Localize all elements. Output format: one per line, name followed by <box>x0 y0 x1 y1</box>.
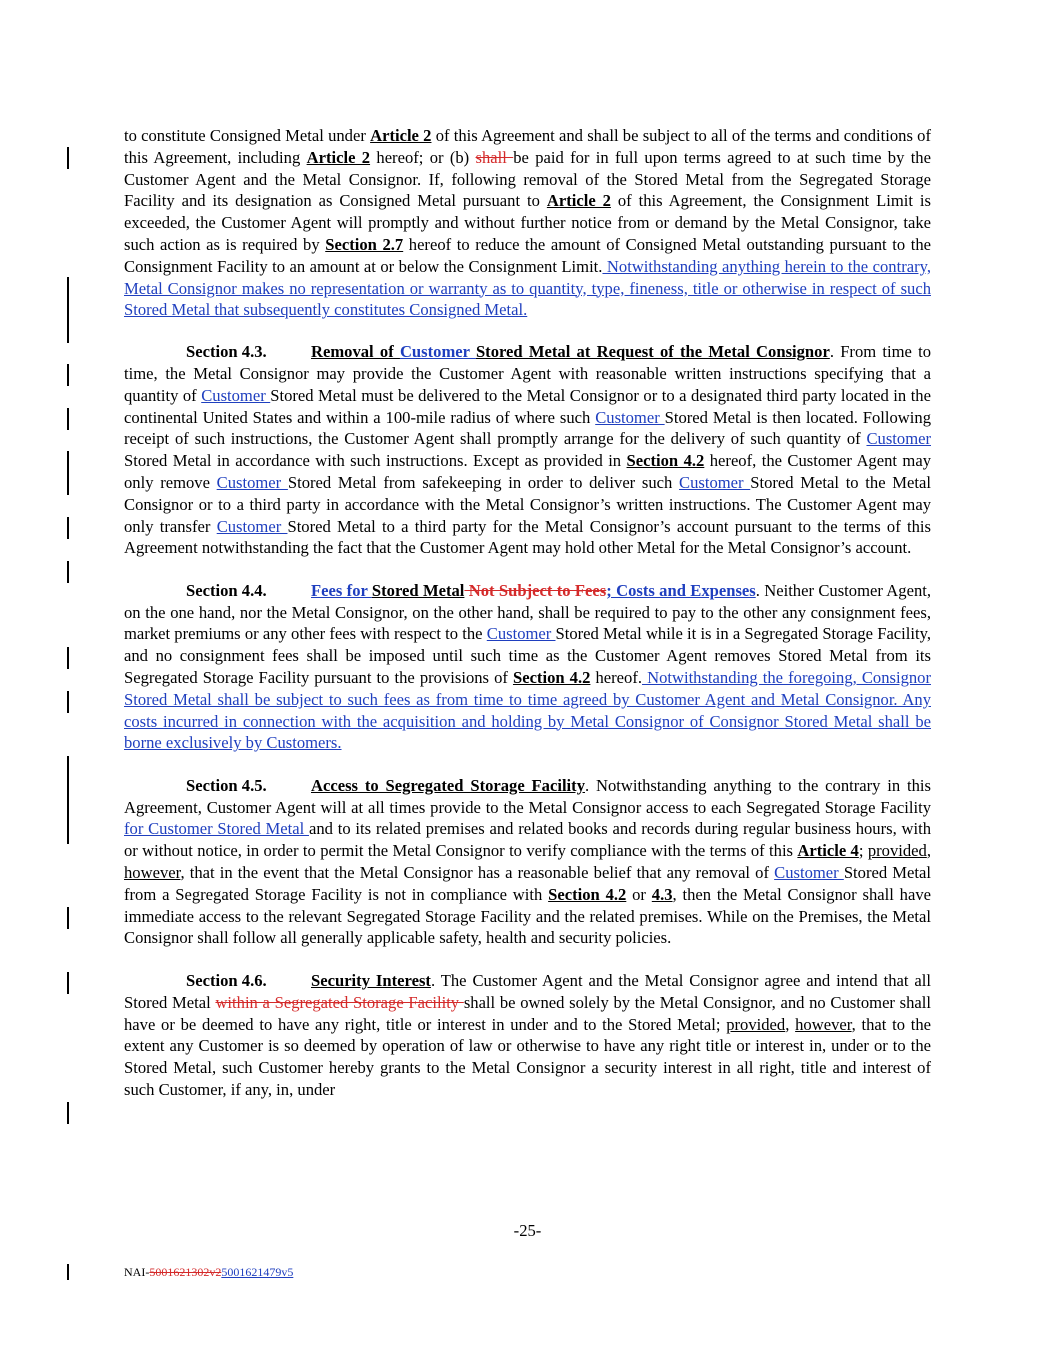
cross-reference: Article 2 <box>306 147 371 167</box>
change-bar <box>67 1264 69 1280</box>
document-body <box>124 125 931 1121</box>
inserted-text: Notwithstanding the foregoing, Consignor Stored Metal shall be subject to such fees as from time to time agreed by Customer Agent and Metal Consignor. Any costs incurred in connection with the acquisition and holding by Metal Consignor of Consignor Stored Metal shall be borne exclusively by Customers. <box>124 668 931 753</box>
cross-reference: Section 4.2 <box>626 451 705 471</box>
inserted-text: Customer <box>399 342 476 362</box>
section-4-6: Section 4.6. Security Interest. The Customer Agent and the Metal Consignor agree and intend that all Stored Metal within a Segregated Storage Facility shall be owned solely by the Metal Consignor, and no Customer shall have or be deemed to have any right, title or interest in under and to the Stored Metal; provided, however, that to the extent any Customer is so deemed by operation of law or otherwise to have any right title or interest in, under or to the Stored Metal, such Customer hereby grants to the Metal Consignor a security interest in all right, title and interest of such Customer, if any, in, under <box>124 970 932 1099</box>
inserted-text: Customer <box>486 624 556 644</box>
section-number: Section 4.4. <box>186 580 267 600</box>
change-bar <box>67 647 69 669</box>
change-bar <box>67 907 69 929</box>
inserted-text: Customer <box>216 516 288 536</box>
section-heading: Stored Metal <box>371 580 465 600</box>
section-heading: Removal of <box>311 342 400 362</box>
change-bar <box>67 451 69 495</box>
inserted-text: Customer <box>774 863 844 883</box>
cross-reference: Article 4 <box>797 841 859 861</box>
deleted-text: Not Subject to Fees <box>464 580 607 600</box>
document-id-footer <box>124 1265 293 1279</box>
section-heading: Security Interest <box>311 970 431 990</box>
deleted-text: shall <box>475 147 514 167</box>
inserted-doc-id: 5001621479v5 <box>221 1265 294 1279</box>
inserted-text: ; Costs and Expenses <box>606 580 756 600</box>
footer-prefix: NAI- <box>124 1265 150 1279</box>
cross-reference: 4.3 <box>651 884 673 904</box>
inserted-text: Customer <box>201 385 271 405</box>
paragraph-continuation: to constitute Consigned Metal under Article 2 of this Agreement and shall be subject to all of the terms and conditions of this Agreement, including Article 2 hereof; or (b) shall be paid for in full upon terms agreed to at such time by the Customer Agent and the Metal Consignor. If, following removal of the Stored Metal from the Segregated Storage Facility and its designation as Consigned Metal pursuant to Article 2 of this Agreement, the Consignment Limit is exceeded, the Customer Agent will promptly and without further notice from or demand by the Metal Consignor, take such action as is required by Section 2.7 hereof to reduce the amount of Consigned Metal outstanding pursuant to the Consignment Facility to an amount at or below the Consignment Limit. Notwithstanding anything herein to the contrary, Metal Consignor makes no representation or warranty as to quantity, type, fineness, title or otherwise in respect of such Stored Metal that subsequently constitutes Consigned Metal. <box>124 126 931 320</box>
inserted-text: Customer <box>216 472 288 492</box>
section-number: Section 4.6. <box>186 970 267 990</box>
cross-reference: Section 2.7 <box>325 234 404 254</box>
section-4-3: Section 4.3. Removal of Customer Stored Metal at Request of the Metal Consignor. From time to time, the Metal Consignor may provide the Customer Agent with reasonable written instructions specifying that a quantity of Customer Stored Metal must be delivered to the Metal Consignor or to a designated third party located in the continental United States and within a 100-mile radius of where such Customer Stored Metal is then located. Following receipt of such instructions, the Customer Agent shall promptly arrange for the delivery of such quantity of Customer Stored Metal in accordance with such instructions. Except as provided in Section 4.2 hereof, the Customer Agent may only remove Customer Stored Metal from safekeeping in order to deliver such Customer Stored Metal to the Metal Consignor or to a third party in accordance with the Metal Consignor’s written instructions. The Customer Agent may only transfer Customer Stored Metal to a third party for the Metal Consignor’s account pursuant to the terms of this Agreement notwithstanding the fact that the Customer Agent may hold other Metal for the Metal Consignor’s account. <box>124 342 932 558</box>
change-bar <box>67 561 69 583</box>
change-bar <box>67 756 69 844</box>
section-4-4: Section 4.4. Fees for Stored Metal Not Subject to Fees; Costs and Expenses. Neither Customer Agent, on the one hand, nor the Metal Consignor, on the other hand, shall be required to pay to the other any consignment fees, market premiums or any other fees with respect to the Customer Stored Metal while it is in a Segregated Storage Facility, and no consignment fees shall be imposed until such time as the Customer Agent removes Stored Metal from its Segregated Storage Facility pursuant to the provisions of Section 4.2 hereof. Notwithstanding the foregoing, Consignor Stored Metal shall be subject to such fees as from time to time agreed by Customer Agent and Metal Consignor. Any costs incurred in connection with the acquisition and holding by Metal Consignor of Consignor Stored Metal shall be borne exclusively by Customers. <box>124 580 932 753</box>
deleted-text: within a Segregated Storage Facility <box>215 992 464 1012</box>
change-bar <box>67 517 69 539</box>
section-number: Section 4.5. <box>186 775 267 795</box>
cross-reference: Article 2 <box>370 126 432 145</box>
change-bar <box>67 1102 69 1124</box>
change-bar <box>67 972 69 994</box>
change-bar <box>67 364 69 386</box>
change-bar <box>67 277 69 343</box>
inserted-text: Customer <box>595 407 665 427</box>
section-heading: Access to Segregated Storage Facility <box>311 775 585 795</box>
inserted-text: Customer <box>679 472 751 492</box>
section-number: Section 4.3. <box>186 342 267 362</box>
inserted-text: Notwithstanding anything herein to the contrary, Metal Consignor makes no representation or warranty as to quantity, type, fineness, title or otherwise in respect of such Stored Metal that subsequently constitutes Consigned Metal. <box>124 256 931 320</box>
page-number: -25- <box>513 1221 542 1240</box>
section-4-5: Section 4.5. Access to Segregated Storage Facility. Notwithstanding anything to the contrary in this Agreement, Customer Agent will at all times provide to the Metal Consignor access to each Segregated Storage Facility for Customer Stored Metal and to its related premises and related books and records during regular business hours, with or without notice, in order to permit the Metal Consignor to verify compliance with the terms of this Article 4; provided, however, that in the event that the Metal Consignor has a reasonable belief that any removal of Customer Stored Metal from a Segregated Storage Facility is not in compliance with Section 4.2 or 4.3, then the Metal Consignor shall have immediate access to the relevant Segregated Storage Facility and the related premises. While on the Premises, the Metal Consignor shall follow all generally applicable safety, health and security policies. <box>124 775 932 948</box>
deleted-doc-id: 5001621302v2 <box>149 1265 222 1279</box>
inserted-text: for Customer Stored Metal <box>124 819 309 839</box>
inserted-text: Customer <box>866 429 931 449</box>
cross-reference: Section 4.2 <box>548 884 627 904</box>
change-bar <box>67 147 69 169</box>
cross-reference: Article 2 <box>546 191 611 211</box>
inserted-text: Fees for <box>311 580 372 600</box>
change-bar <box>67 691 69 713</box>
section-heading: Stored Metal at Request of the Metal Consignor <box>475 342 830 362</box>
change-bar <box>67 408 69 430</box>
cross-reference: Section 4.2 <box>512 668 591 688</box>
